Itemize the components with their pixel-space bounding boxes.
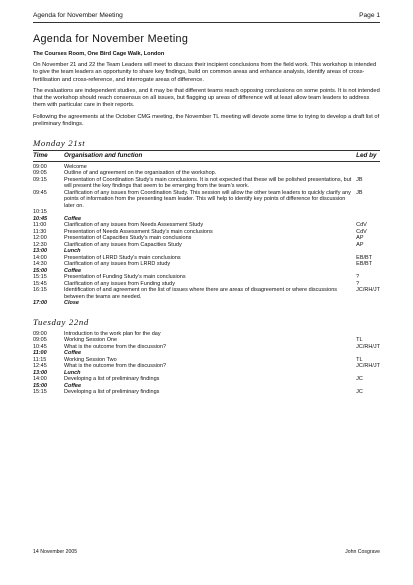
agenda-led-by: TL [356,356,363,363]
agenda-table-monday [33,150,380,307]
running-header [33,12,380,23]
agenda-item: Working Session Two [64,356,117,363]
agenda-time: 14:00 [33,254,47,261]
agenda-time: 12:45 [33,363,47,370]
agenda-item: Clarification of any issues from Needs Assessment Study [64,222,204,229]
agenda-led-by: JC/RH/JT [356,287,380,294]
agenda-led-by [356,161,380,170]
agenda-time: 15:15 [33,274,47,281]
agenda-item: Lunch [64,369,81,376]
document-title: Agenda for November Meeting [33,33,189,45]
agenda-break-row [33,300,380,307]
agenda-led-by: CdV [356,222,367,229]
agenda-led-by: JC/RH/JT [356,343,380,350]
agenda-led-by: JB [356,189,363,196]
agenda-time: 10:45 [33,215,48,222]
agenda-time: 11:00 [33,222,47,229]
agenda-led-by: JC/RH/JT [356,363,380,370]
agenda-table-header [33,151,380,162]
agenda-item: Clarification of any issues from Coordination Study. This session will allow the other team leaders to quickly clarify any points of information from the presenting team leader. This will help to identify key points of difference for discussion later on. [64,189,351,209]
agenda-item: Identification of and agreement on the list of issues where there are areas of disagreement or where discussions between the teams are needed. [64,287,338,300]
agenda-led-by: ? [356,280,360,287]
agenda-item: Developing a list of preliminary findings [64,389,160,396]
intro-paragraph-3: Following the agreements at the October CMG meeting, the November TL meeting will devote some time to trying to develop a draft list of preliminary findings. [33,113,380,128]
agenda-time: 09:00 [33,163,47,170]
agenda-row [33,329,380,338]
agenda-led-by: EB/BT [356,261,373,268]
agenda-item: Presentation of Coordination Study’s main conclusions. It is not expected that these will be polished presentations, but will present the key findings that seem to be emerging from the team’s work. [64,176,352,190]
footer-date: 14 November 2005 [33,549,78,555]
agenda-led-by [356,329,380,338]
agenda-time: 15:00 [33,382,48,389]
agenda-item: Coffee [64,215,82,222]
intro-paragraph-2: The evaluations are independent studies, and it may be that different teams reach opposing conclusions on some points. It is not intended that the workshop should reach consensus on all issues, but flagging up areas of difference will at least allow team leaders to address them with particular care in their reports. [33,87,380,109]
agenda-time: 15:00 [33,267,48,274]
agenda-led-by: CdV [356,228,367,235]
agenda-item: Welcome [64,163,87,170]
meeting-location: The Courses Room, One Bird Cage Walk, London [33,51,165,57]
agenda-time: 09:05 [33,170,47,177]
agenda-table-tuesday [33,329,380,396]
agenda-time: 13:00 [33,369,48,376]
agenda-item: Clarification of any issues from Funding study [64,280,175,287]
agenda-led-by: ? [356,274,360,281]
agenda-item: What is the outcome from the discussion? [64,343,167,350]
agenda-time: 13:00 [33,248,48,255]
intro-paragraph-1: On November 21 and 22 the Team Leaders will meet to discuss their incipient conclusions from the field work. This workshop is intended to give the team leaders an opportunity to share key findings, build on common areas and enhance analysis, identify areas of cross-fertilisation and cross-reference, and interrogate areas of difference. [33,62,377,83]
day-heading-tuesday: Tuesday 22nd [33,316,89,327]
agenda-item: Presentation of Needs Assessment Study’s main conclusions [64,228,213,235]
agenda-row [33,287,380,300]
agenda-time: 14:00 [33,376,47,383]
agenda-item: Clarification of any issues from LRRD study [64,261,171,268]
agenda-item: What is the outcome from the discussion? [64,363,167,370]
agenda-led-by: JB [356,176,363,183]
agenda-led-by: EB/BT [356,254,373,261]
agenda-time: 11:30 [33,228,47,235]
agenda-time: 11:15 [33,356,47,363]
agenda-item: Coffee [64,267,82,274]
agenda-led-by: AP [356,235,364,242]
agenda-item: Coffee [64,382,82,389]
agenda-row [33,161,380,170]
agenda-time: 11:00 [33,350,47,357]
agenda-item: Presentation of Funding Study’s main conclusions [64,274,186,281]
agenda-time: 14:30 [33,261,47,268]
agenda-led-by: TL [356,337,363,344]
agenda-time: 09:15 [33,176,47,183]
agenda-led-by: JC [356,376,363,383]
agenda-time: 10:15 [33,209,47,216]
agenda-item: Presentation of Capacities Study’s main conclusions [64,235,192,242]
organisation-column-header: Organisation and function [64,151,356,162]
agenda-item: Developing a list of preliminary findings [64,376,160,383]
agenda-item: Coffee [64,350,82,357]
agenda-item: Lunch [64,248,81,255]
day-heading-monday: Monday 21st [33,138,86,149]
agenda-led-by: JC [356,389,363,396]
agenda-row [33,177,380,190]
agenda-time: 15:45 [33,280,47,287]
agenda-item: Presentation of LRRD Study’s main conclusions [64,254,181,261]
agenda-time: 12:00 [33,235,47,242]
agenda-item: Working Session One [64,337,118,344]
led-by-column-header: Led by [356,151,380,162]
agenda-time: 15:15 [33,389,47,396]
agenda-time: 09:45 [33,189,47,196]
agenda-time: 09:05 [33,337,47,344]
agenda-item: Close [64,300,79,307]
agenda-time: 10:45 [33,343,47,350]
footer-author: John Cosgrave [345,549,380,555]
agenda-item: Clarification of any issues from Capacities Study [64,241,182,248]
page-footer [33,549,380,555]
agenda-led-by [356,300,380,307]
agenda-time: 17:00 [33,300,48,307]
agenda-time: 09:00 [33,330,47,337]
agenda-time: 16:15 [33,287,47,294]
time-column-header: Time [33,151,64,162]
header-page-number: Page 1 [359,12,380,19]
agenda-item: Introduction to the work plan for the day [64,330,161,337]
agenda-time: 12:30 [33,241,47,248]
header-title: Agenda for November Meeting [33,12,123,19]
agenda-row [33,190,380,210]
agenda-item: Outline of and agreement on the organisation of the workshop. [64,170,217,177]
agenda-row [33,389,380,396]
agenda-led-by: AP [356,241,364,248]
